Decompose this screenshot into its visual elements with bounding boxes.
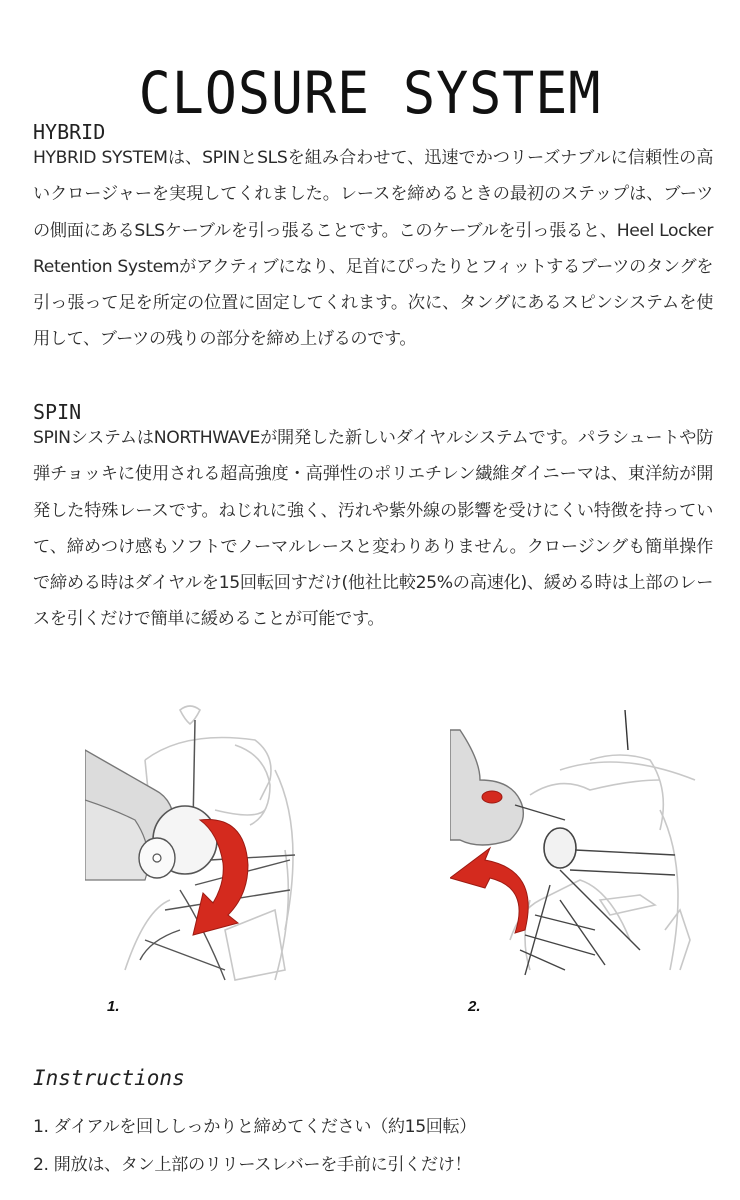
instruction-item-1: 1. ダイアルを回ししっかりと締めてください（約15回転）	[33, 1117, 477, 1137]
spin-description: SPINシステムはNORTHWAVEが開発した新しいダイヤルシステムです。パラシュートや防弾チョッキに使用される超高強度・高弾性のポリエチレン繊維ダイニーマは、東洋紡が開発した特殊レースです。ねじれに強く、汚れや紫外線の影響を受けにくい特徴を持っていて、締めつけ感もソフトでノーマルレースと変わりありません。クロージングも簡単操作で締める時はダイヤルを15回転回すだけ(他社比較25%の高速化)、緩める時は上部のレースを引くだけで簡単に緩めることが可能です。	[33, 428, 713, 630]
step-2-label: 2.	[468, 998, 481, 1015]
illustration-step-2	[450, 700, 700, 990]
section-heading-hybrid: HYBRID	[33, 120, 106, 144]
illustration-step-1	[85, 700, 335, 990]
boot-dial-tighten-illustration	[85, 700, 335, 990]
section-heading-spin: SPIN	[33, 400, 82, 424]
step-1-label: 1.	[107, 998, 120, 1015]
hybrid-description: HYBRID SYSTEMは、SPINとSLSを組み合わせて、迅速でかつリーズナブルに信頼性の高いクロージャーを実現してくれました。レースを締めるときの最初のステップは、ブーツの側面にあるSLSケーブルを引っ張ることです。このケーブルを引っ張ると、Heel Locker Retention Systemがアクティブになり、足首にぴったりとフィットするブーツのタングを引っ張って足を所定の位置に固定してくれます。次に、タングにあるスピンシステムを使用して、ブーツの残りの部分を締め上げるのです。	[33, 148, 713, 350]
page-title: CLOSURE SYSTEM	[138, 58, 602, 127]
instructions-heading: Instructions	[33, 1066, 185, 1090]
boot-release-lever-illustration	[450, 700, 700, 990]
instruction-item-2: 2. 開放は、タン上部のリリースレバーを手前に引くだけ！	[33, 1155, 472, 1175]
